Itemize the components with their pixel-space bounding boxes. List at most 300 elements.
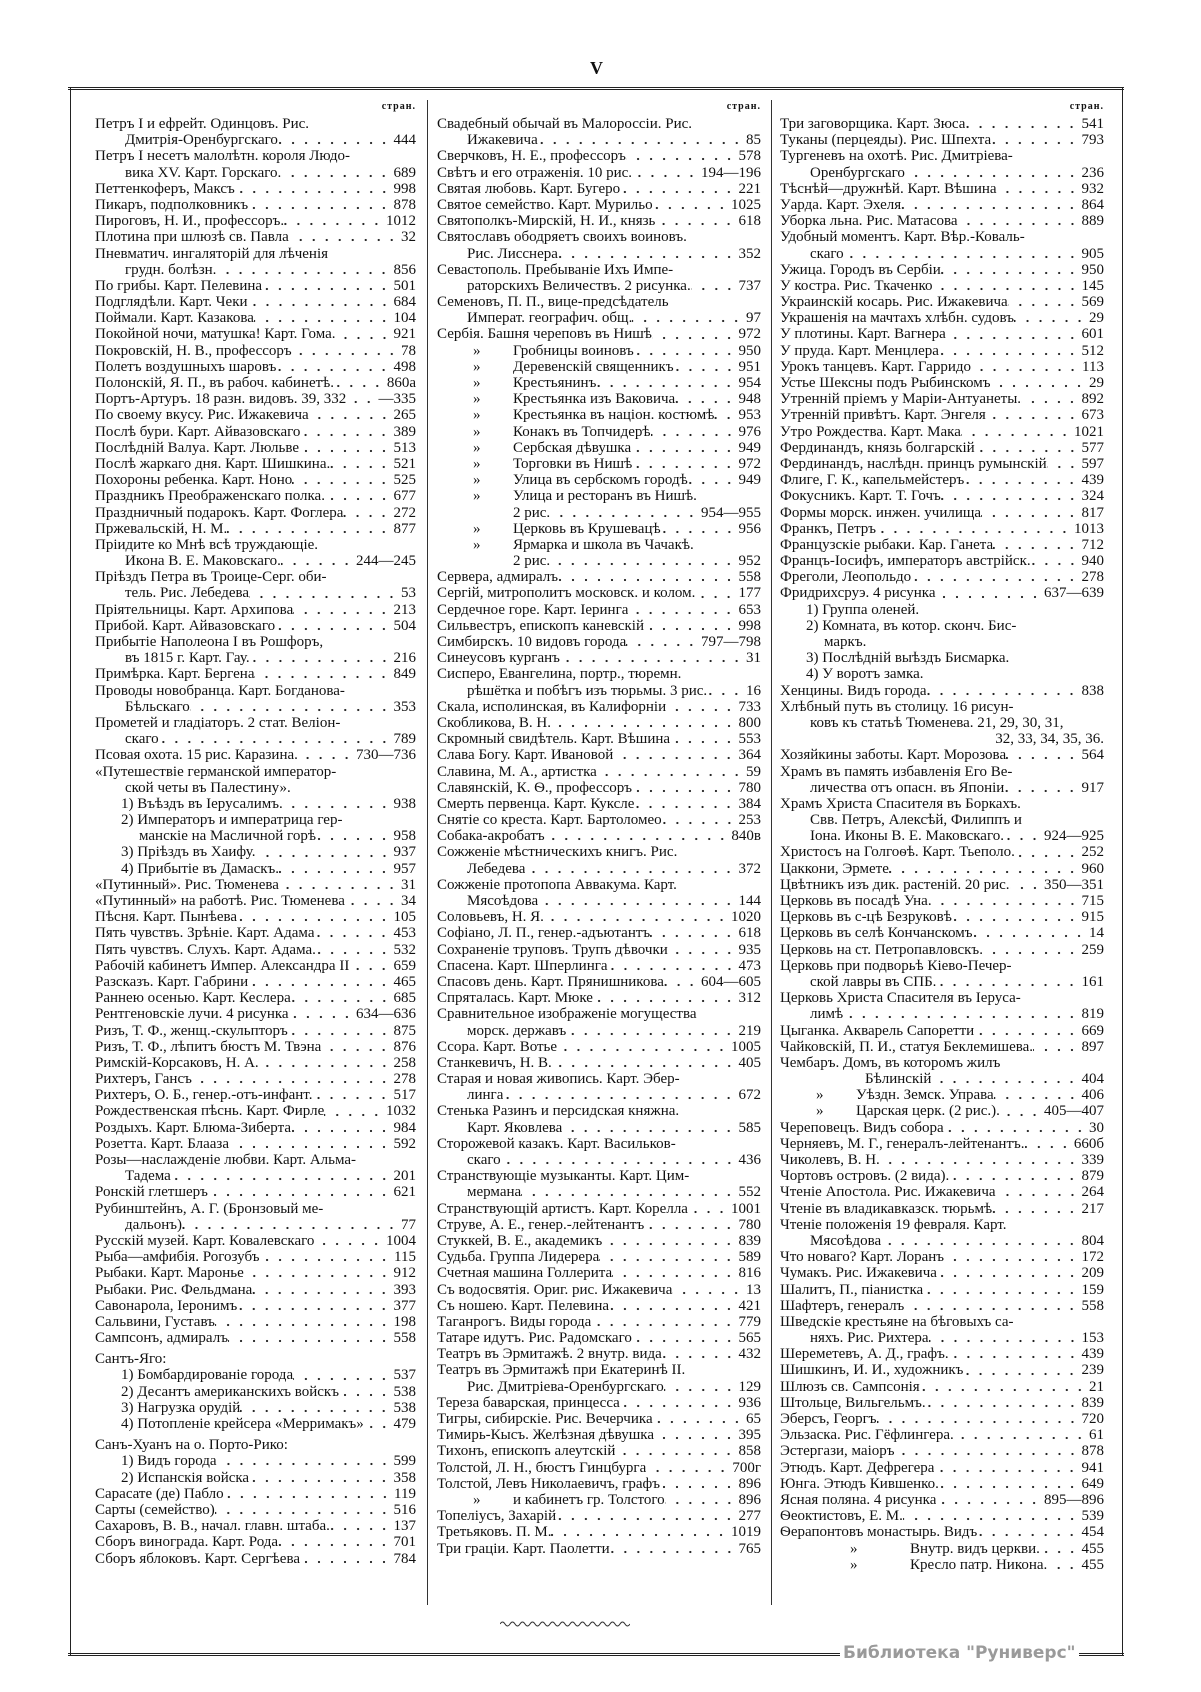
- entry-title: Утренній привѣтъ. Карт. Энгеля: [780, 407, 986, 424]
- entry-page-number: 217: [1081, 1200, 1104, 1217]
- index-entry: [95, 747, 416, 763]
- entry-title: «Путешествіе германской император-: [95, 763, 337, 780]
- entry-page-number: 339: [1081, 1152, 1104, 1168]
- dot-leader: [327, 572, 416, 582]
- entry-title: Праздничный подарокъ. Карт. Фоглера: [95, 504, 344, 521]
- entry-title: Топеліусъ, Захарій: [437, 1508, 557, 1525]
- dot-leader: [557, 1042, 728, 1052]
- index-entry: [95, 1087, 416, 1103]
- index-entry: [437, 634, 761, 650]
- entry-page-number: 565: [738, 1330, 761, 1347]
- dot-leader: [159, 734, 391, 744]
- dot-leader: [963, 1366, 1078, 1376]
- dot-leader: [889, 864, 1079, 874]
- entry-title: Церковь въ селѣ Кончанскомъ: [780, 925, 973, 942]
- entry-title: Рис. Лисснера: [467, 245, 558, 262]
- entry-page-number: 278: [393, 1071, 416, 1088]
- entry-title: Съ водосвятія. Ориг. рис. Ижакевича: [437, 1281, 673, 1298]
- dot-leader: [946, 330, 1079, 340]
- entry-page-number: 849: [393, 666, 416, 683]
- index-entry: [780, 132, 1104, 148]
- index-entry: [95, 1298, 416, 1314]
- index-entry: [437, 1152, 761, 1168]
- dot-leader: [281, 168, 390, 178]
- entry-page-number: 59: [746, 763, 761, 780]
- dot-leader: [1040, 1544, 1079, 1554]
- entry-page-number: 956: [738, 520, 761, 537]
- entry-page-number: 618: [738, 925, 761, 942]
- entry-page-number: 797—798: [701, 634, 761, 650]
- entry-title: 4) Потопленіе крейсера «Мерримакъ»: [121, 1416, 364, 1432]
- entry-title: Проводы новобранца. Карт. Богданова-: [95, 682, 345, 699]
- entry-title: 2) Испанскія войска: [121, 1469, 250, 1486]
- entry-title: Сисперо, Евангелина, портр., тюремн.: [437, 666, 682, 683]
- entry-page-number: 198: [393, 1313, 416, 1330]
- dot-leader: [934, 1463, 1078, 1473]
- entry-title: Фердинандъ, князь болгарскій: [780, 439, 975, 456]
- index-entry: [95, 1136, 416, 1152]
- index-entry: [95, 472, 416, 488]
- index-entry: [780, 1152, 1104, 1168]
- dot-leader: [660, 1479, 736, 1489]
- dot-leader: [259, 1058, 391, 1068]
- index-entry: [95, 1367, 416, 1383]
- entry-page-number: 521: [393, 455, 416, 472]
- entry-page-number: 892: [1081, 391, 1104, 408]
- dot-leader: [1000, 1107, 1041, 1117]
- entry-title: Ясная поляна. 4 рисунка: [780, 1491, 937, 1508]
- entry-page-number: 564: [1081, 747, 1104, 764]
- dot-leader: [316, 831, 391, 841]
- entry-page-number: 634—636: [356, 1006, 416, 1023]
- entry-title: Рихтеръ, О. Б., генер.-отъ-инфант.: [95, 1087, 313, 1104]
- dot-leader: [292, 475, 390, 485]
- dot-leader: [336, 767, 416, 777]
- entry-title: Пикаръ, подполковникъ: [95, 196, 249, 213]
- entry-title: Послѣ жаркаго дня. Карт. Шишкина.: [95, 455, 331, 472]
- entry-title: Хозяйкины заботы. Карт. Морозова: [780, 747, 1007, 764]
- dot-leader: [192, 1074, 391, 1084]
- dot-leader: [597, 767, 743, 777]
- entry-page-number: 432: [738, 1346, 761, 1363]
- index-entry: [95, 1282, 416, 1298]
- entry-page-number: 384: [738, 795, 761, 812]
- entry-title: Чембаръ. Домъ, въ которомъ жилъ: [780, 1054, 1001, 1071]
- entry-page-number: 858: [738, 1443, 761, 1460]
- dot-leader: [215, 1317, 391, 1327]
- entry-title: Рентгеновскіе лучи. 4 рисунка: [95, 1006, 289, 1023]
- index-entry: [437, 278, 761, 294]
- dot-leader: [602, 1236, 735, 1246]
- entry-page-number: 436: [738, 1152, 761, 1168]
- entry-page-number: 839: [738, 1232, 761, 1249]
- index-entry: [95, 1470, 416, 1486]
- dot-leader: [1006, 750, 1078, 760]
- entry-page-number: 213: [393, 601, 416, 618]
- dot-leader: [250, 653, 391, 663]
- entry-title: Ижакевича: [467, 132, 538, 149]
- index-entry: [780, 1557, 1104, 1573]
- dot-leader: [1031, 556, 1079, 566]
- dot-leader: [949, 1171, 1078, 1181]
- entry-title: Утренній пріемъ у Маріи-Антуанеты.: [780, 391, 1022, 408]
- index-entry: [95, 1152, 416, 1168]
- dot-leader: [336, 330, 391, 340]
- entry-page-number: 924—925: [1044, 828, 1104, 845]
- dot-leader: [1000, 1058, 1104, 1068]
- dot-leader: [944, 1123, 1086, 1133]
- entry-title: вика XV. Карт. Горскаго.: [125, 164, 282, 181]
- dot-leader: [551, 1527, 728, 1537]
- index-entry: [780, 1460, 1104, 1476]
- entry-title: Флиге, Г. К., капельмейстеръ: [780, 472, 965, 489]
- entry-title: Сторожевой казакъ. Карт. Васильков-: [437, 1135, 676, 1152]
- entry-title: Три граціи. Карт. Паолетти: [437, 1540, 610, 1557]
- entry-title: Прометей и гладіаторъ. 2 стат. Веліон-: [95, 714, 341, 731]
- index-entry: [437, 958, 761, 974]
- dot-leader: [981, 508, 1078, 518]
- entry-page-number: 65: [746, 1411, 761, 1427]
- index-entry: [95, 1039, 416, 1055]
- index-entry: [95, 1023, 416, 1039]
- index-entry: [437, 585, 761, 601]
- entry-page-number: 501: [393, 277, 416, 294]
- entry-title: Устье Шексны подъ Рыбинскомъ: [780, 375, 991, 391]
- entry-page-number: 578: [738, 148, 761, 165]
- entry-page-number: 244—245: [356, 553, 416, 570]
- dot-leader: [550, 508, 698, 518]
- entry-title: Церковь въ Крушевацѣ: [513, 520, 661, 537]
- index-entry: [780, 472, 1104, 488]
- entry-page-number: 439: [1081, 1346, 1104, 1363]
- dot-leader: [631, 443, 735, 453]
- index-entry: [780, 925, 1104, 941]
- dot-leader: [665, 1495, 736, 1505]
- dot-leader: [284, 216, 383, 226]
- index-entry: [437, 1103, 761, 1119]
- entry-page-number: 915: [1081, 909, 1104, 926]
- entry-title: Шафтеръ, генералъ: [780, 1297, 905, 1314]
- entry-title: «Путинный» на работѣ. Рис. Тюменева: [95, 893, 345, 909]
- index-entry: [437, 1427, 761, 1443]
- entry-page-number: 405: [738, 1054, 761, 1071]
- index-entry: [780, 1055, 1104, 1071]
- dot-leader: [293, 605, 390, 615]
- entry-title: Пріятельницы. Карт. Архипова: [95, 601, 294, 618]
- entry-title: Святополкъ-Мирскій, Н. И., князь: [437, 213, 656, 230]
- entry-title: Церковь при подворьѣ Кіево-Печер-: [780, 957, 1012, 974]
- entry-title: Череповецъ. Видъ собора: [780, 1119, 944, 1136]
- dot-leader: [881, 1236, 1078, 1246]
- dot-leader: [279, 864, 390, 874]
- index-entry: [780, 1265, 1104, 1281]
- ditto-mark: »: [473, 488, 481, 505]
- index-entry: [437, 407, 761, 423]
- entry-page-number: 272: [393, 504, 416, 521]
- index-entry: [95, 877, 416, 893]
- index-entry: [95, 278, 416, 294]
- index-entry: [95, 359, 416, 375]
- index-entry: [95, 1486, 416, 1502]
- entry-title: Раннею осенью. Карт. Кеслера: [95, 990, 291, 1007]
- entry-page-number: 895—896: [1044, 1491, 1104, 1508]
- dot-leader: [349, 961, 390, 971]
- index-entry: [780, 1314, 1104, 1330]
- index-entry: [95, 731, 416, 747]
- index-entry: [780, 505, 1104, 521]
- dot-leader: [256, 848, 391, 858]
- index-entry: [437, 375, 761, 391]
- dot-leader: [626, 151, 736, 161]
- dot-leader: [615, 1446, 735, 1456]
- entry-page-number: 364: [738, 747, 761, 764]
- index-entry: [437, 1508, 761, 1524]
- index-entry: [95, 1330, 416, 1346]
- entry-title: мермана: [467, 1184, 522, 1201]
- entry-title: Лебедева: [467, 860, 526, 877]
- index-entry: [437, 116, 761, 132]
- dot-leader: [675, 394, 735, 404]
- entry-page-number: 377: [393, 1297, 416, 1314]
- entry-page-number: 637—639: [1044, 585, 1104, 602]
- dot-leader: [714, 410, 735, 420]
- entry-title: По своему вкусу. Рис. Ижакевича: [95, 407, 309, 424]
- index-entry: [780, 861, 1104, 877]
- dot-leader: [634, 346, 736, 356]
- entry-title: Скромный свидѣтель. Карт. Вѣшина: [437, 731, 671, 748]
- index-entry: [437, 488, 761, 504]
- entry-title: Снятіе со креста. Карт. Бартоломео: [437, 812, 662, 829]
- index-entry: [95, 1437, 416, 1453]
- index-entry: [780, 1103, 1104, 1119]
- entry-title: ской четы въ Палестину».: [125, 779, 291, 796]
- index-entry: [437, 1217, 761, 1233]
- index-entry: [95, 1249, 416, 1265]
- dot-leader: [208, 1187, 391, 1197]
- index-entry: [437, 553, 761, 569]
- index-entry: [437, 893, 761, 909]
- dot-leader: [697, 1009, 761, 1019]
- index-entry: [780, 1411, 1104, 1427]
- entry-title: 1) Видъ города: [121, 1453, 217, 1470]
- dot-leader: [688, 1204, 728, 1214]
- dot-leader: [1016, 621, 1104, 631]
- entry-title: тель. Рис. Лебедева: [125, 585, 250, 602]
- entry-page-number: 1020: [731, 909, 761, 926]
- index-entry: [95, 181, 416, 197]
- entry-title: Съ ношею. Карт. Пелевина: [437, 1297, 610, 1314]
- index-entry: [780, 796, 1104, 812]
- entry-title: Сахаровъ, В. В., начал. главн. штаба.: [95, 1518, 330, 1535]
- index-entry: [780, 1524, 1104, 1540]
- entry-page-number: 604—605: [701, 973, 761, 990]
- dot-leader: [289, 232, 398, 242]
- entry-page-number: 685: [393, 990, 416, 1007]
- index-entry: [780, 343, 1104, 359]
- entry-page-number: 948: [738, 391, 761, 408]
- ditto-mark: »: [473, 455, 481, 472]
- index-entry: [780, 1039, 1104, 1055]
- index-entry: [95, 1551, 416, 1567]
- index-entry: [437, 861, 761, 877]
- dot-leader: [339, 1387, 391, 1397]
- entry-title: грудн. болѣзн.: [125, 261, 217, 278]
- entry-title: Счетная машина Голлерита: [437, 1265, 613, 1282]
- entry-title: Шлюзъ св. Сампсонія: [780, 1378, 920, 1395]
- entry-title: Хенцины. Видъ города: [780, 682, 927, 699]
- dot-leader: [613, 750, 735, 760]
- entry-page-number: 897: [1081, 1038, 1104, 1055]
- index-entry: [437, 181, 761, 197]
- dot-leader: [235, 184, 391, 194]
- entry-title: Пѣсня. Карт. Пынѣева: [95, 909, 238, 926]
- index-entry: [95, 116, 416, 132]
- index-entry: [780, 278, 1104, 294]
- index-entry: [437, 796, 761, 812]
- entry-page-number: 864: [1081, 196, 1104, 213]
- entry-title: Рис. Дмитріева-Оренбургскаго: [467, 1378, 664, 1395]
- index-entry: [95, 683, 416, 699]
- index-entry: [780, 440, 1104, 456]
- index-entry: [437, 650, 761, 666]
- index-entry: [780, 877, 1104, 893]
- index-entry: [780, 1120, 1104, 1136]
- entry-title: Церковь въ с-цѣ Безруковѣ: [780, 909, 952, 926]
- dot-leader: [314, 928, 390, 938]
- dot-leader: [291, 1123, 391, 1133]
- entry-page-number: 404: [1081, 1071, 1104, 1088]
- entry-page-number: 701: [393, 1534, 416, 1551]
- dot-leader: [252, 1285, 390, 1295]
- index-entry: [95, 424, 416, 440]
- dot-leader: [610, 1544, 736, 1554]
- entry-title: Эберсъ, Георгъ: [780, 1411, 877, 1427]
- index-entry: [780, 391, 1104, 407]
- entry-page-number: 1032: [386, 1103, 416, 1120]
- index-entry: [780, 569, 1104, 585]
- dot-leader: [1064, 718, 1104, 728]
- entry-page-number: 31: [401, 876, 416, 893]
- entry-title: По грибы. Карт. Пелевина: [95, 277, 263, 294]
- entry-title: Сожженіе протопопа Аввакума. Карт.: [437, 876, 677, 893]
- index-entry: [437, 343, 761, 359]
- entry-title: Деревенскій священникъ: [513, 358, 674, 375]
- entry-title: Карт. Яковлева: [467, 1119, 563, 1136]
- entry-title: Формы морск. инжен. училища: [780, 504, 982, 521]
- index-entry: [780, 148, 1104, 164]
- index-entry: [437, 1346, 761, 1362]
- dot-leader: [224, 1489, 391, 1499]
- entry-title: Русскій музей. Карт. Ковалевскаго: [95, 1232, 315, 1249]
- entry-page-number: 104: [393, 310, 416, 327]
- index-entry: [780, 634, 1104, 650]
- entry-title: Улица и ресторанъ въ Нишѣ.: [513, 488, 697, 505]
- entry-title: Поймали. Карт. Казакова: [95, 310, 254, 327]
- entry-page-number: 876: [393, 1038, 416, 1055]
- entry-page-number: 952: [738, 553, 761, 570]
- dot-leader: [877, 1414, 1079, 1424]
- dot-leader: [901, 200, 1078, 210]
- dot-leader: [1033, 1042, 1078, 1052]
- dot-leader: [632, 783, 735, 793]
- index-entry: [95, 521, 416, 537]
- entry-title: Сербія. Башня череповъ въ Нишѣ: [437, 326, 652, 343]
- dot-leader: [923, 1285, 1078, 1295]
- entry-page-number: 677: [393, 488, 416, 505]
- dot-leader: [215, 1505, 391, 1515]
- entry-title: Чиколевъ, В. Н.: [780, 1152, 880, 1168]
- entry-page-number: 669: [1081, 1022, 1104, 1039]
- ditto-mark: »: [473, 358, 481, 375]
- index-entry: [780, 553, 1104, 569]
- index-entry: [95, 666, 416, 682]
- entry-page-number: 780: [738, 1216, 761, 1233]
- entry-title: Пржевальскій, Н. М.: [95, 520, 228, 537]
- index-entry: [95, 861, 416, 877]
- index-entry: [95, 375, 416, 391]
- entry-page-number: 689: [393, 164, 416, 181]
- entry-page-number: 1012: [386, 213, 416, 230]
- entry-page-number: 537: [393, 1367, 416, 1384]
- index-entry: [95, 942, 416, 958]
- entry-title: Шалитъ, П., піанистка: [780, 1281, 924, 1298]
- entry-page-number: 439: [1081, 472, 1104, 489]
- ditto-mark: »: [473, 407, 481, 424]
- entry-page-number: 621: [393, 1184, 416, 1201]
- entry-title: Цаккони, Эрмете: [780, 860, 889, 877]
- index-entry: [780, 246, 1104, 262]
- dot-leader: [646, 1463, 729, 1473]
- index-entry: [437, 812, 761, 828]
- entry-page-number: 879: [1081, 1168, 1104, 1185]
- entry-page-number: 31: [746, 650, 761, 667]
- index-entry: [95, 1217, 416, 1233]
- entry-page-number: —335: [378, 391, 416, 408]
- entry-page-number: 950: [738, 342, 761, 359]
- entry-title: Софіано, Л. П., генер.-адъютантъ: [437, 925, 651, 942]
- entry-title: Эстергази, маіоръ: [780, 1443, 895, 1460]
- entry-title: лимѣ: [810, 1006, 844, 1023]
- entry-title: скаго: [125, 731, 159, 748]
- dot-leader: [1014, 313, 1086, 323]
- entry-title: Послѣ бури. Карт. Айвазовскаго: [95, 423, 301, 440]
- entry-page-number: 538: [393, 1383, 416, 1400]
- index-entry: [95, 132, 416, 148]
- dot-leader: [662, 815, 736, 825]
- entry-page-number: 793: [1081, 132, 1104, 149]
- ditto-mark: »: [473, 423, 481, 440]
- index-entry: [437, 1443, 761, 1459]
- entry-page-number: 878: [393, 196, 416, 213]
- index-entry: [780, 764, 1104, 780]
- entry-title: Мясоѣдова: [467, 893, 539, 909]
- index-entry: [780, 1541, 1104, 1557]
- index-entry: [780, 310, 1104, 326]
- index-entry: [780, 942, 1104, 958]
- index-entry: [95, 958, 416, 974]
- entry-page-number: 972: [738, 455, 761, 472]
- entry-page-number: 358: [393, 1469, 416, 1486]
- entry-title: Прибой. Карт. Айвазовскаго: [95, 617, 276, 634]
- ditto-mark: »: [850, 1556, 858, 1573]
- entry-title: Крестьянка изъ Ваковича: [513, 391, 676, 408]
- entry-title: Синеусовъ курганъ: [437, 650, 560, 667]
- entry-page-number: 85: [746, 132, 761, 149]
- entry-title: Петтенкоферъ, Максъ: [95, 180, 235, 197]
- dot-leader: [538, 135, 743, 145]
- index-entry: [780, 909, 1104, 925]
- dot-leader: [228, 1333, 391, 1343]
